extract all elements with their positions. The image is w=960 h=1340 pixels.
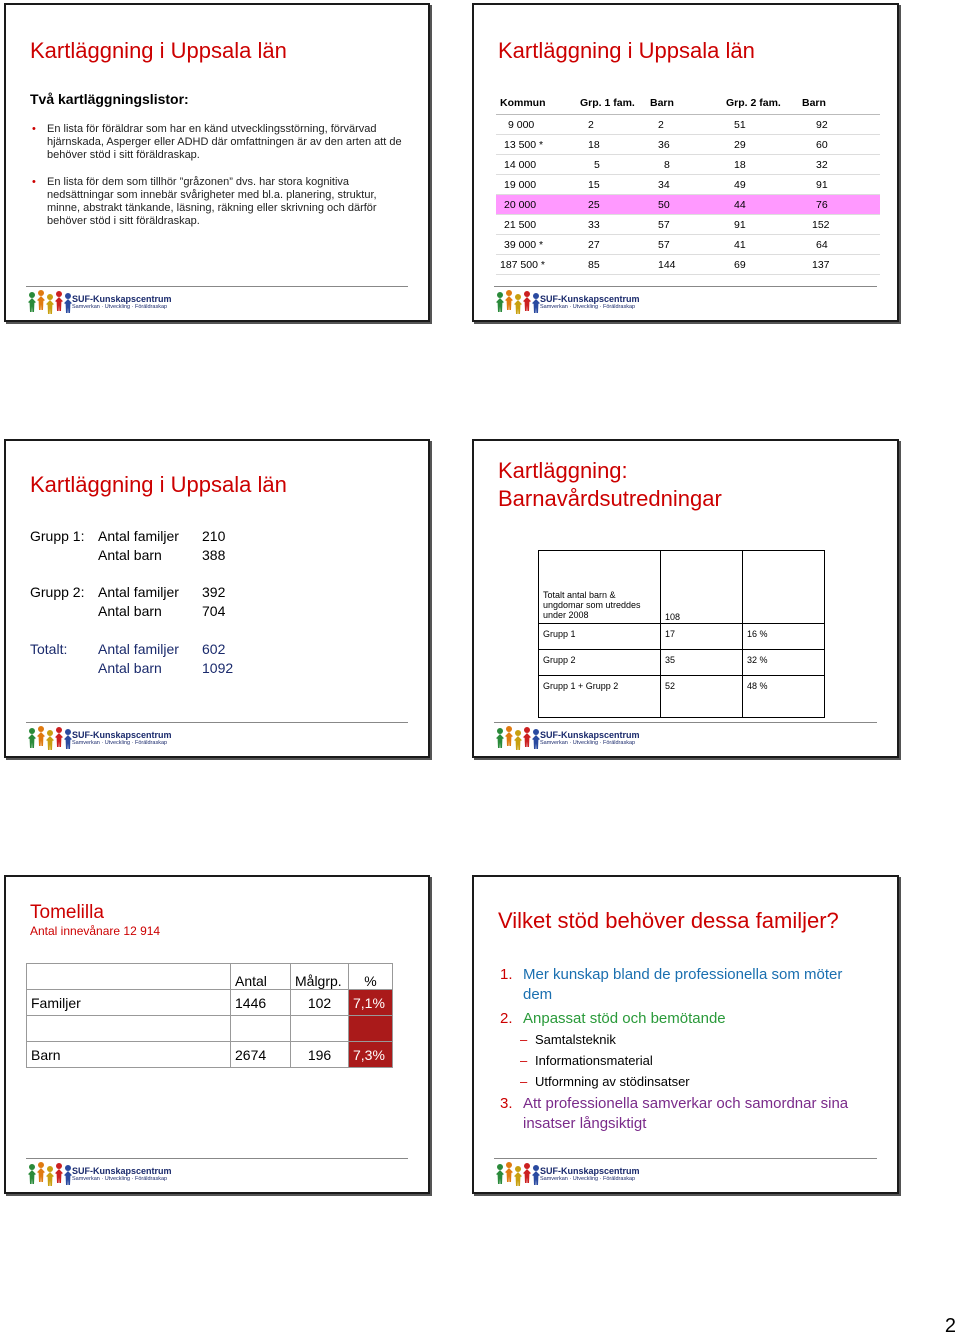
sub-item: – Utformning av stödinsatser [520,1074,690,1089]
table-row: 14 000 5 8 18 32 [496,155,880,175]
table-row: 187 500 * 85 144 69 137 [496,255,880,275]
family-logo-icon [28,726,72,748]
list-item: • En lista för dem som tillhör ”gråzonen” dvs. har stora kognitiva nedsättningar som innebär svårigheter med bl.a. planering, struktur, minne, abstrakt tänkande, läsning, räkning eller skrivning och därför behöver stöd i sitt föräldraskap. [32,176,377,227]
logo-name: SUF-Kunskapscentrum [72,294,172,304]
slide-title: Kartläggning i Uppsala län [498,38,755,63]
header-cell: Grp. 2 fam. [726,92,802,115]
table-row: Totalt antal barn & ungdomar som utreddes under 2008 108 [539,551,825,624]
slide-1 [4,3,430,322]
logo-subtitle: Samverkan · Utveckling · Föräldraskap [540,740,636,746]
numbered-list [500,965,868,1134]
footer [494,286,877,314]
slide-2 [472,3,899,322]
bullet-icon: • [32,176,36,188]
table-row: 13 500 * 18 36 29 60 [496,135,880,155]
header-cell: Barn [802,92,880,115]
page-number: 2 [944,1315,956,1337]
header-cell: Kommun [496,92,580,115]
slide-3: Kartläggning i Uppsala län Grupp 1: Antal familjer 210 Antal barn 388 Grupp 2: Antal familjer 392 Antal barn 704 Totalt: Antal familjer 602 Antal barn 1092 SUF-Kunskapscentrum Samverkan · Utveckling · Föräldraskap [4,439,430,758]
kommun-table [496,92,880,275]
slide-title: Kartläggning: [498,458,628,483]
table-row: 21 500 33 57 91 152 [496,215,880,235]
slide-heading: Två kartläggningslistor: [30,91,189,107]
footer [26,1158,408,1186]
footer [26,722,408,750]
slide-5 [4,875,430,1194]
logo-name: SUF-Kunskapscentrum [540,730,640,740]
slide-title: Kartläggning i Uppsala län [30,472,287,497]
logo-subtitle: Samverkan · Utveckling · Föräldraskap [72,304,168,310]
slide-title-line-2: Barnavårdsutredningar [498,486,722,511]
table-row: Grupp 1 + Grupp 2 52 48 % [539,676,825,718]
logo-subtitle: Samverkan · Utveckling · Föräldraskap [72,740,168,746]
slide-title: Tomelilla [30,902,104,923]
table-row: 19 000 15 34 49 91 [496,175,880,195]
logo-name: SUF-Kunskapscentrum [72,730,172,740]
logo-name: SUF-Kunskapscentrum [72,1166,172,1176]
sub-item: – Informationsmaterial [520,1053,653,1068]
family-logo-icon [496,290,540,312]
slide-4 [472,439,899,758]
slide-title: Kartläggning i Uppsala län [30,38,287,63]
list-item: • En lista för föräldrar som har en känd utvecklingsstörning, förvärvad hjärnskada, Asperger eller ADHD där omfattningen är av den arten att de behöver stöd i sitt föräldraskap. [32,123,402,161]
header-cell: Barn [650,92,726,115]
table-row: Barn 2674 196 7,3% [27,1042,393,1068]
footer [494,1158,877,1186]
family-logo-icon [28,290,72,312]
footer [26,286,408,314]
bullet-icon: • [32,123,36,135]
table-header-row [496,92,880,115]
slide-6 [472,875,899,1194]
footer [494,722,877,750]
table-row: Grupp 2 35 32 % [539,650,825,676]
logo-subtitle: Samverkan · Utveckling · Föräldraskap [540,1176,636,1182]
table-header-row: Antal Målgrp. % [27,964,393,990]
logo-subtitle: Samverkan · Utveckling · Föräldraskap [72,1176,168,1182]
table-row: 39 000 * 27 57 41 64 [496,235,880,255]
list-item-3: 3. Att professionella samverkar och samordnar sina insatser långsiktigt [500,1095,849,1132]
slide-subtitle: Antal innevånare 12 914 [30,924,161,938]
family-logo-icon [496,726,540,748]
table-row-highlighted: 20 000 25 50 44 76 [496,195,880,215]
list-item-2: 2. Anpassat stöd och bemötande [500,1010,726,1027]
family-logo-icon [496,1162,540,1184]
utredningar-table [538,550,825,718]
logo-subtitle: Samverkan · Utveckling · Föräldraskap [540,304,636,310]
table-row: Grupp 1 17 16 % [539,624,825,650]
sub-item: – Samtalsteknik [520,1032,616,1047]
logo-name: SUF-Kunskapscentrum [540,294,640,304]
family-logo-icon [28,1162,72,1184]
table-row: 9 000 2 2 51 92 [496,115,880,135]
header-cell: Grp. 1 fam. [580,92,650,115]
tomelilla-table [26,963,393,1068]
list-item-1: 1. Mer kunskap bland de professionella som möter dem [500,966,843,1003]
logo-name: SUF-Kunskapscentrum [540,1166,640,1176]
bullet-list [30,123,410,242]
table-row: Familjer 1446 102 7,1% [27,990,393,1016]
slide-title: Vilket stöd behöver dessa familjer? [498,908,839,933]
table-row-spacer [27,1016,393,1042]
